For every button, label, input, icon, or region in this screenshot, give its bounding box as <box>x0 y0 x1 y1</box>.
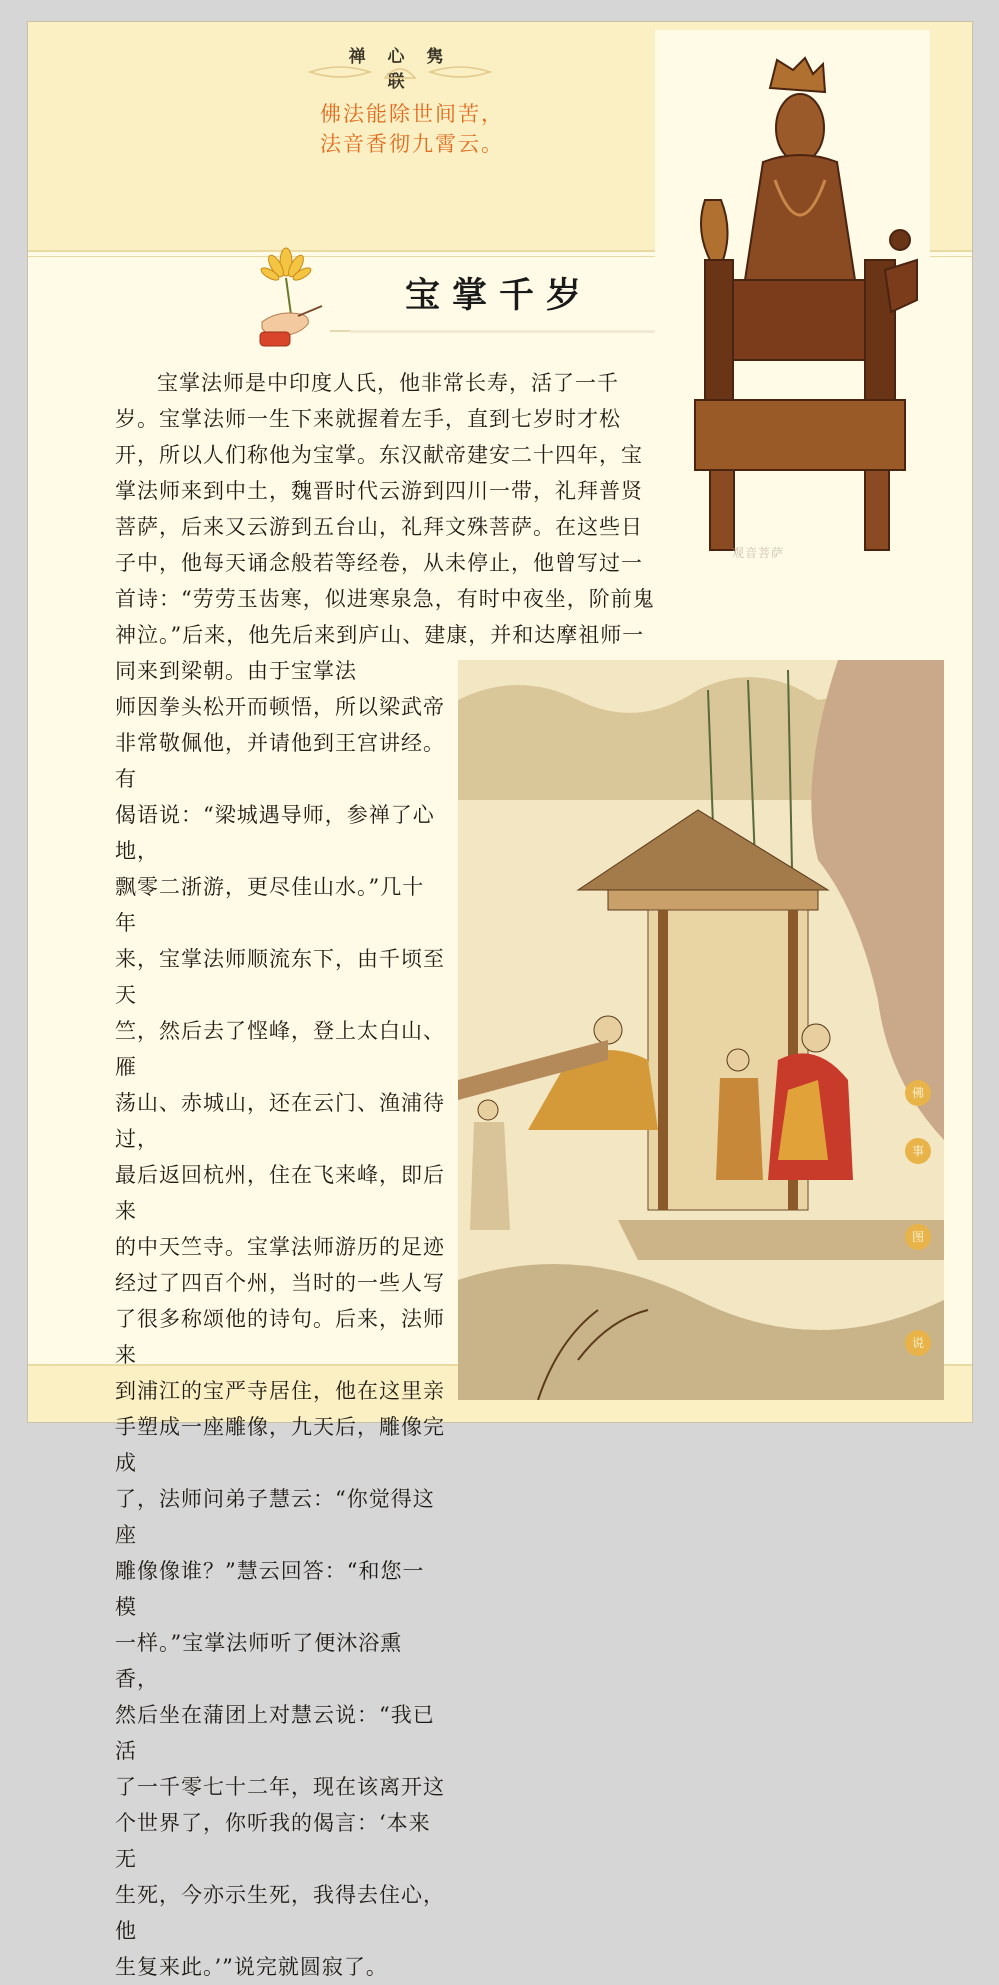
text-line: 师因拳头松开而顿悟，所以梁武帝 <box>115 695 445 719</box>
text-line: 生复来此。’”说完就圆寂了。 <box>115 1955 388 1979</box>
text-line: 然后坐在蒲团上对慧云说：“我已活 <box>115 1703 435 1763</box>
hand-holding-lotus-icon <box>248 244 338 354</box>
text-line: 经过了四百个州，当时的一些人写 <box>115 1271 445 1295</box>
text-line: 竺，然后去了悭峰，登上太白山、雁 <box>115 1019 445 1079</box>
text-line: 荡山、赤城山，还在云门、渔浦待过， <box>115 1091 445 1151</box>
text-line: 手塑成一座雕像，九天后，雕像完成 <box>115 1415 445 1475</box>
text-line: 了，法师问弟子慧云：“你觉得这座 <box>115 1487 435 1547</box>
text-line: 最后返回杭州，住在飞来峰，即后来 <box>115 1163 445 1223</box>
text-line: 个世界了，你听我的偈言：‘本来无 <box>115 1811 431 1871</box>
text-line: 一样。”宝掌法师听了便沐浴熏香， <box>115 1631 403 1691</box>
guanyin-statue-image <box>655 30 930 560</box>
couplet-line-1: 佛法能除世间苦， <box>320 102 504 126</box>
text-line: 偈语说：“梁城遇导师，参禅了心地， <box>115 803 435 863</box>
article-title: 宝掌千岁 <box>405 275 594 316</box>
text-line: 生死，今亦示生死，我得去住心，他 <box>115 1883 445 1943</box>
text-line: 了一千零七十二年，现在该离开这 <box>115 1775 445 1799</box>
text-line: 雕像像谁？”慧云回答：“和您一模 <box>115 1559 425 1619</box>
side-label: 图 <box>905 1224 931 1250</box>
couplet-title: 禅 心 隽 联 <box>348 47 452 92</box>
text-line: 了很多称颂他的诗句。后来，法师来 <box>115 1307 445 1367</box>
article-paragraph: 宝掌法师是中印度人氏，他非常长寿，活了一千岁。宝掌法师一生下来就握着左手，直到七岁时才松开，所以人们称他为宝掌。东汉献帝建安二十四年，宝掌法师来到中土，魏晋时代云游到四川一带，礼拜普贤菩萨，后来又云游到五台山，礼拜文殊菩萨。在这些日子中，他每天诵念般若等经卷，从未停止，他曾写过一首诗：“劳劳玉齿寒，似进寒泉急，有时中夜坐，阶前鬼神泣。”后来，他先后来到庐山、建康，并和达摩祖师一同来到梁朝。由于宝掌法 <box>115 371 655 683</box>
statue-caption: 观音菩萨 <box>732 546 785 560</box>
title-rule <box>350 330 670 333</box>
temple-painting-image <box>458 660 944 1400</box>
couplet-line-2: 法音香彻九霄云。 <box>320 132 504 156</box>
text-line: 非常敬佩他，并请他到王宫讲经。有 <box>115 731 445 791</box>
side-label: 佛 <box>905 1080 931 1106</box>
text-line: 来，宝掌法师顺流东下，由千顷至天 <box>115 947 445 1007</box>
text-line: 飘零二浙游，更尽佳山水。”几十年 <box>115 875 425 935</box>
lotus-ornament-icon <box>300 60 500 84</box>
text-line: 到浦江的宝严寺居住，他在这里亲 <box>115 1379 445 1403</box>
text-line: 的中天竺寺。宝掌法师游历的足迹 <box>115 1235 445 1259</box>
side-label: 说 <box>905 1330 931 1356</box>
side-label: 事 <box>905 1138 931 1164</box>
